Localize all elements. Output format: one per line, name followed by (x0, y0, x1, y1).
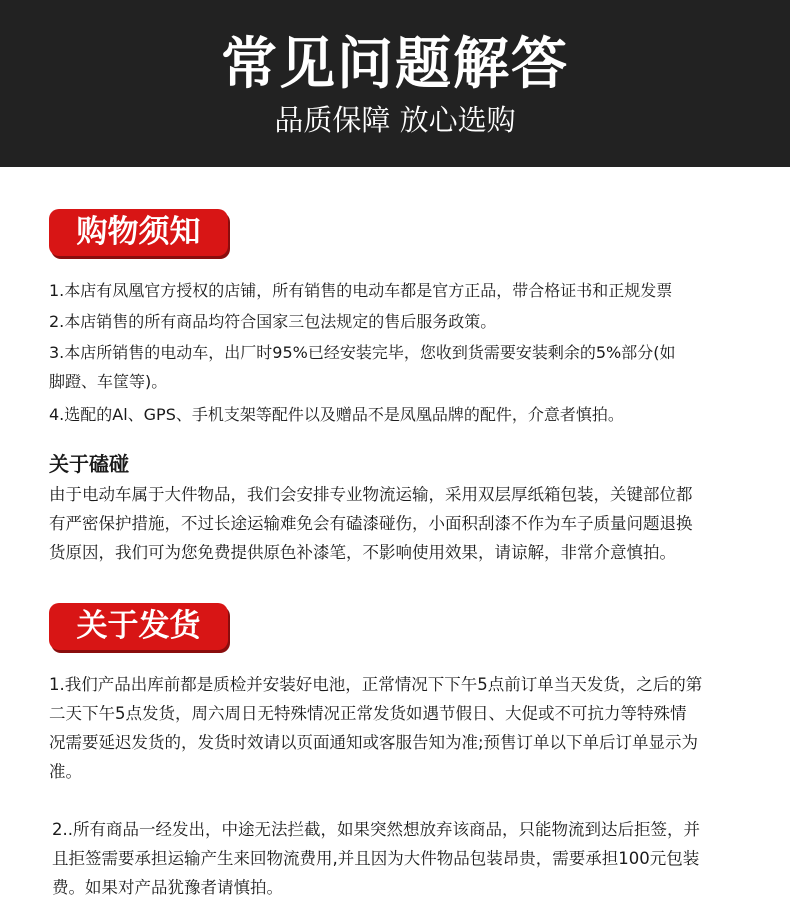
shipping-line: 1.我们产品出库前都是质检并安装好电池，正常情况下下午5点前订单当天发货，之后的第 (49, 675, 703, 694)
shopping-notice-badge: 购物须知 (49, 209, 228, 256)
bump-line: 货原因，我们可为您免费提供原色补漆笔，不影响使用效果，请谅解，非常介意慎拍。 (49, 543, 676, 562)
shopping-notice-line: 2.本店销售的所有商品均符合国家三包法规定的售后服务政策。 (49, 312, 497, 331)
shopping-notice-list (49, 277, 749, 428)
bump-paragraph (49, 480, 749, 567)
shipping-line: 二天下午5点发货，周六周日无特殊情况正常发货如遇节假日、大促或不可抗力等特殊情 (49, 704, 687, 723)
shipping-paragraph-2 (52, 815, 752, 902)
page-subtitle: 品质保障 放心选购 (274, 103, 516, 137)
shipping-line: 况需要延迟发货的，发货时效请以页面通知或客服告知为准;预售订单以下单后订单显示为 (49, 733, 699, 752)
bump-heading: 关于磕碰 (49, 452, 129, 476)
shopping-notice-line: 1.本店有凤凰官方授权的店铺，所有销售的电动车都是官方正品，带合格证书和正规发票 (49, 281, 673, 300)
shopping-notice-line: 3.本店所销售的电动车，出厂时95%已经安装完毕，您收到货需要安装剩余的5%部分(如 (49, 343, 676, 362)
shopping-notice-line: 4.选配的Al、GPS、手机支架等配件以及赠品不是凤凰品牌的配件，介意者慎拍。 (49, 405, 624, 424)
shipping-paragraph-1 (49, 670, 749, 786)
shipping-line: 准。 (49, 762, 82, 781)
shipping-line: 2..所有商品一经发出，中途无法拦截，如果突然想放弃该商品，只能物流到达后拒签，并 (52, 820, 700, 839)
shipping-badge: 关于发货 (49, 603, 228, 650)
shipping-line: 费。如果对产品犹豫者请慎拍。 (52, 878, 283, 897)
shopping-notice-line: 脚蹬、车筐等)。 (49, 372, 168, 391)
page-header (0, 0, 790, 167)
page-title: 常见问题解答 (221, 32, 569, 97)
bump-line: 有严密保护措施，不过长途运输难免会有磕漆碰伤，小面积刮漆不作为车子质量问题退换 (49, 514, 693, 533)
bump-line: 由于电动车属于大件物品，我们会安排专业物流运输，采用双层厚纸箱包装，关键部位都 (49, 485, 693, 504)
shipping-line: 且拒签需要承担运输产生来回物流费用,并且因为大件物品包装昂贵，需要承担100元包装 (52, 849, 700, 868)
